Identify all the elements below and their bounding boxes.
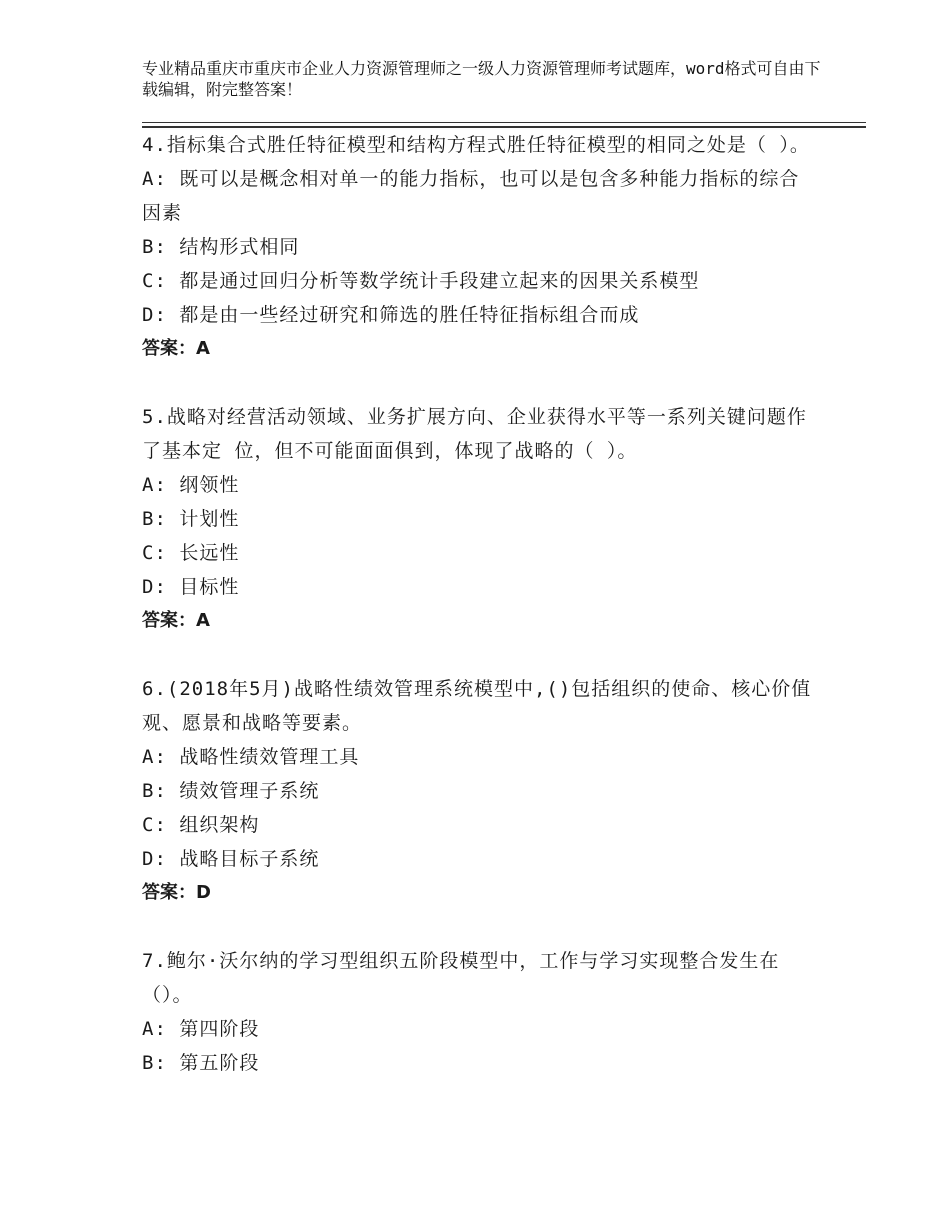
question-stem: 6.(2018年5月)战略性绩效管理系统模型中,()包括组织的使命、核心价值观、愿景和战略等要素。 xyxy=(142,678,812,734)
question-4 xyxy=(142,128,812,366)
option-a: A: 战略性绩效管理工具 xyxy=(142,746,360,768)
question-stem: 4.指标集合式胜任特征模型和结构方程式胜任特征模型的相同之处是（ ）。 xyxy=(142,134,810,156)
answer-label: 答案：D xyxy=(142,882,211,903)
option-b: B: 绩效管理子系统 xyxy=(142,780,320,802)
answer-label: 答案：A xyxy=(142,338,210,359)
question-list xyxy=(142,128,812,1114)
question-7 xyxy=(142,944,812,1080)
option-c: C: 长远性 xyxy=(142,542,240,564)
option-a: A: 第四阶段 xyxy=(142,1018,260,1040)
option-b: B: 第五阶段 xyxy=(142,1052,260,1074)
option-c: C: 组织架构 xyxy=(142,814,260,836)
option-b: B: 计划性 xyxy=(142,508,240,530)
question-stem: 5.战略对经营活动领域、业务扩展方向、企业获得水平等一系列关键问题作了基本定 位，但不可能面面俱到，体现了战略的（ ）。 xyxy=(142,406,807,462)
option-b: B: 结构形式相同 xyxy=(142,236,300,258)
option-d: D: 都是由一些经过研究和筛选的胜任特征指标组合而成 xyxy=(142,304,640,326)
option-d: D: 战略目标子系统 xyxy=(142,848,320,870)
option-a: A: 纲领性 xyxy=(142,474,240,496)
answer-label: 答案：A xyxy=(142,610,210,631)
question-6 xyxy=(142,672,812,910)
option-d: D: 目标性 xyxy=(142,576,240,598)
option-c: C: 都是通过回归分析等数学统计手段建立起来的因果关系模型 xyxy=(142,270,700,292)
question-5 xyxy=(142,400,812,638)
option-a: A: 既可以是概念相对单一的能力指标，也可以是包含多种能力指标的综合因素 xyxy=(142,168,800,224)
question-stem: 7.鲍尔·沃尔纳的学习型组织五阶段模型中，工作与学习实现整合发生在（）。 xyxy=(142,950,780,1006)
header-divider-thin xyxy=(142,122,866,123)
document-header: 专业精品重庆市重庆市企业人力资源管理师之一级人力资源管理师考试题库，word格式可自由下载编辑，附完整答案！ xyxy=(142,59,821,99)
